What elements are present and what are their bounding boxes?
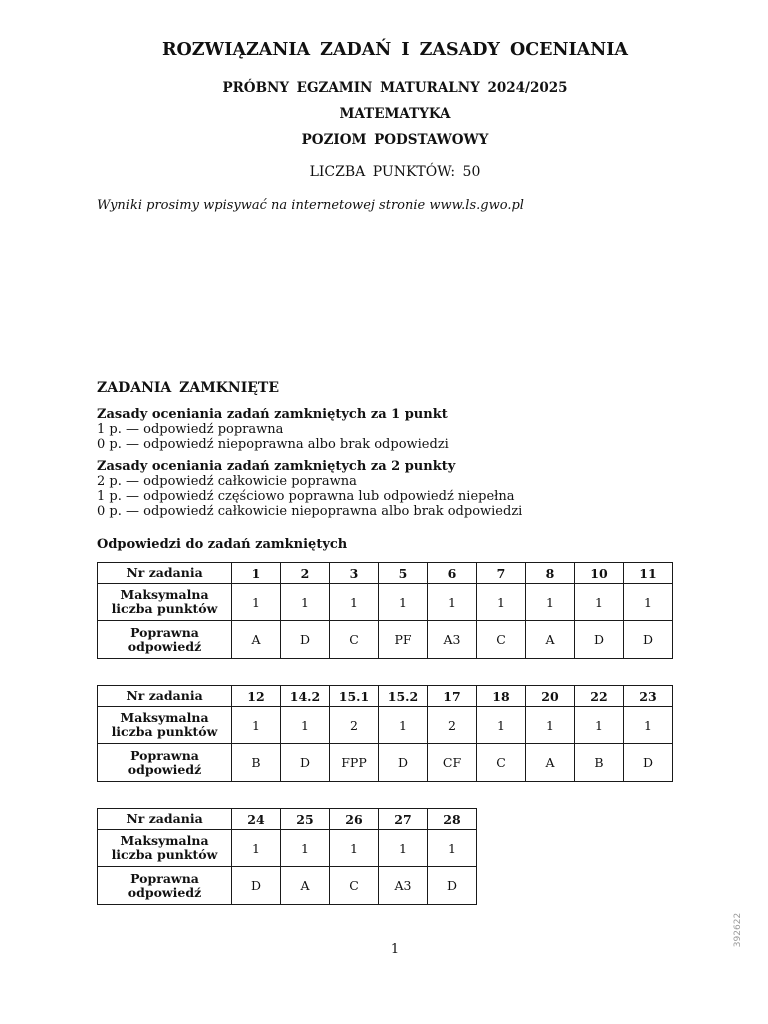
rule-line: 0 p. — odpowiedź niepoprawna albo brak odpowiedzi bbox=[97, 437, 449, 452]
task-number-cell: 26 bbox=[330, 809, 379, 830]
rules-2-points bbox=[97, 459, 522, 519]
answers-heading: Odpowiedzi do zadań zamkniętych bbox=[97, 537, 348, 552]
answer-cell: D bbox=[232, 867, 281, 905]
answer-cell: C bbox=[477, 621, 526, 659]
row-label-text: Maksymalna bbox=[120, 710, 209, 725]
task-number-cell: 24 bbox=[232, 809, 281, 830]
answer-cell: A bbox=[526, 744, 575, 782]
task-number-cell: 23 bbox=[624, 686, 673, 707]
section-title: ZADANIA ZAMKNIĘTE bbox=[97, 380, 280, 396]
task-number-cell: 3 bbox=[330, 563, 379, 584]
answer-cell: C bbox=[330, 867, 379, 905]
task-number-cell: 28 bbox=[428, 809, 477, 830]
task-number-cell: 6 bbox=[428, 563, 477, 584]
row-label-text: Maksymalna bbox=[120, 587, 209, 602]
answer-cell: D bbox=[575, 621, 624, 659]
max-points-cell: 1 bbox=[477, 584, 526, 621]
rules-2-points-heading: Zasady oceniania zadań zamkniętych za 2 punkty bbox=[97, 459, 456, 474]
table-row bbox=[98, 744, 673, 782]
row-label-text: Poprawna bbox=[130, 747, 199, 763]
task-number-cell: 7 bbox=[477, 563, 526, 584]
row-label-text: Poprawna bbox=[130, 870, 199, 886]
row-label bbox=[98, 809, 232, 830]
max-points-cell: 1 bbox=[526, 707, 575, 744]
task-number-cell: 22 bbox=[575, 686, 624, 707]
task-number-cell: 15.2 bbox=[379, 686, 428, 707]
max-points-cell: 1 bbox=[232, 830, 281, 867]
max-points-cell: 1 bbox=[624, 707, 673, 744]
table-row bbox=[98, 584, 673, 621]
max-points-cell: 1 bbox=[281, 707, 330, 744]
task-number-cell: 2 bbox=[281, 563, 330, 584]
max-points-cell: 2 bbox=[428, 707, 477, 744]
answers-table-1 bbox=[97, 562, 673, 659]
row-label bbox=[98, 584, 232, 621]
answer-cell: PF bbox=[379, 621, 428, 659]
max-points-cell: 1 bbox=[379, 830, 428, 867]
row-label bbox=[98, 867, 232, 905]
row-label bbox=[98, 744, 232, 782]
answer-cell: D bbox=[624, 744, 673, 782]
task-number-cell: 12 bbox=[232, 686, 281, 707]
max-points-cell: 1 bbox=[428, 584, 477, 621]
rule-line: 0 p. — odpowiedź całkowicie niepoprawna albo brak odpowiedzi bbox=[97, 504, 523, 519]
task-number-cell: 15.1 bbox=[330, 686, 379, 707]
task-number-cell: 18 bbox=[477, 686, 526, 707]
max-points-cell: 1 bbox=[281, 584, 330, 621]
task-number-cell: 8 bbox=[526, 563, 575, 584]
answer-cell: D bbox=[624, 621, 673, 659]
results-note: Wyniki prosimy wpisywać na internetowej stronie www.ls.gwo.pl bbox=[97, 198, 524, 213]
row-label-text: liczba punktów bbox=[111, 601, 218, 616]
rules-1-point bbox=[97, 407, 449, 452]
task-number-cell: 17 bbox=[428, 686, 477, 707]
row-label bbox=[98, 621, 232, 659]
row-label bbox=[98, 707, 232, 744]
task-number-cell: 5 bbox=[379, 563, 428, 584]
task-number-cell: 25 bbox=[281, 809, 330, 830]
table-row bbox=[98, 809, 477, 830]
document-id: 392622 bbox=[733, 912, 743, 948]
max-points-cell: 1 bbox=[232, 584, 281, 621]
row-label-text: liczba punktów bbox=[111, 724, 218, 739]
task-number-cell: 11 bbox=[624, 563, 673, 584]
row-label bbox=[98, 830, 232, 867]
max-points-cell: 1 bbox=[624, 584, 673, 621]
row-label-text: odpowiedź bbox=[127, 884, 202, 900]
answer-cell: A3 bbox=[379, 867, 428, 905]
task-number-cell: 20 bbox=[526, 686, 575, 707]
task-number-cell: 27 bbox=[379, 809, 428, 830]
page-number: 1 bbox=[390, 942, 400, 957]
rule-line: 1 p. — odpowiedź częściowo poprawna lub odpowiedź niepełna bbox=[97, 489, 515, 504]
answer-cell: A3 bbox=[428, 621, 477, 659]
max-points-cell: 1 bbox=[575, 707, 624, 744]
table-row bbox=[98, 867, 477, 905]
table-row bbox=[98, 830, 477, 867]
task-number-cell: 1 bbox=[232, 563, 281, 584]
rules-1-point-heading: Zasady oceniania zadań zamkniętych za 1 punkt bbox=[97, 407, 448, 422]
max-points-cell: 1 bbox=[379, 584, 428, 621]
row-label-text: Poprawna bbox=[130, 624, 199, 640]
document-title: ROZWIĄZANIA ZADAŃ I ZASADY OCENIANIA bbox=[161, 40, 629, 60]
max-points-cell: 1 bbox=[281, 830, 330, 867]
row-label-text: odpowiedź bbox=[127, 761, 202, 777]
row-label-text: Nr zadania bbox=[126, 811, 203, 826]
rule-line: 1 p. — odpowiedź poprawna bbox=[97, 422, 284, 437]
answer-cell: A bbox=[526, 621, 575, 659]
answers-table-2 bbox=[97, 685, 673, 782]
max-points-cell: 1 bbox=[330, 584, 379, 621]
max-points-cell: 1 bbox=[330, 830, 379, 867]
row-label bbox=[98, 563, 232, 584]
max-points-cell: 1 bbox=[428, 830, 477, 867]
row-label-text: liczba punktów bbox=[111, 847, 218, 862]
max-points-cell: 1 bbox=[526, 584, 575, 621]
answer-cell: FPP bbox=[330, 744, 379, 782]
task-number-cell: 10 bbox=[575, 563, 624, 584]
table-row bbox=[98, 563, 673, 584]
answer-cell: B bbox=[575, 744, 624, 782]
table-row bbox=[98, 621, 673, 659]
answers-table-3 bbox=[97, 808, 477, 905]
subject: MATEMATYKA bbox=[339, 106, 451, 122]
answer-cell: C bbox=[477, 744, 526, 782]
exam-name: PRÓBNY EGZAMIN MATURALNY 2024/2025 bbox=[222, 80, 568, 96]
max-points-cell: 1 bbox=[575, 584, 624, 621]
row-label bbox=[98, 686, 232, 707]
answer-cell: A bbox=[281, 867, 330, 905]
max-points-cell: 1 bbox=[379, 707, 428, 744]
answer-cell: CF bbox=[428, 744, 477, 782]
answer-cell: A bbox=[232, 621, 281, 659]
answer-cell: C bbox=[330, 621, 379, 659]
table-row bbox=[98, 707, 673, 744]
max-points-cell: 1 bbox=[477, 707, 526, 744]
table-row bbox=[98, 686, 673, 707]
max-points-cell: 1 bbox=[232, 707, 281, 744]
answer-cell: D bbox=[281, 621, 330, 659]
row-label-text: odpowiedź bbox=[127, 638, 202, 654]
max-points-cell: 2 bbox=[330, 707, 379, 744]
answer-cell: B bbox=[232, 744, 281, 782]
row-label-text: Maksymalna bbox=[120, 833, 209, 848]
row-label-text: Nr zadania bbox=[126, 565, 203, 580]
level: POZIOM PODSTAWOWY bbox=[301, 132, 489, 148]
row-label-text: Nr zadania bbox=[126, 688, 203, 703]
answer-cell: D bbox=[281, 744, 330, 782]
answer-cell: D bbox=[428, 867, 477, 905]
total-points: LICZBA PUNKTÓW: 50 bbox=[309, 164, 481, 180]
rule-line: 2 p. — odpowiedź całkowicie poprawna bbox=[97, 474, 357, 489]
task-number-cell: 14.2 bbox=[281, 686, 330, 707]
answer-cell: D bbox=[379, 744, 428, 782]
